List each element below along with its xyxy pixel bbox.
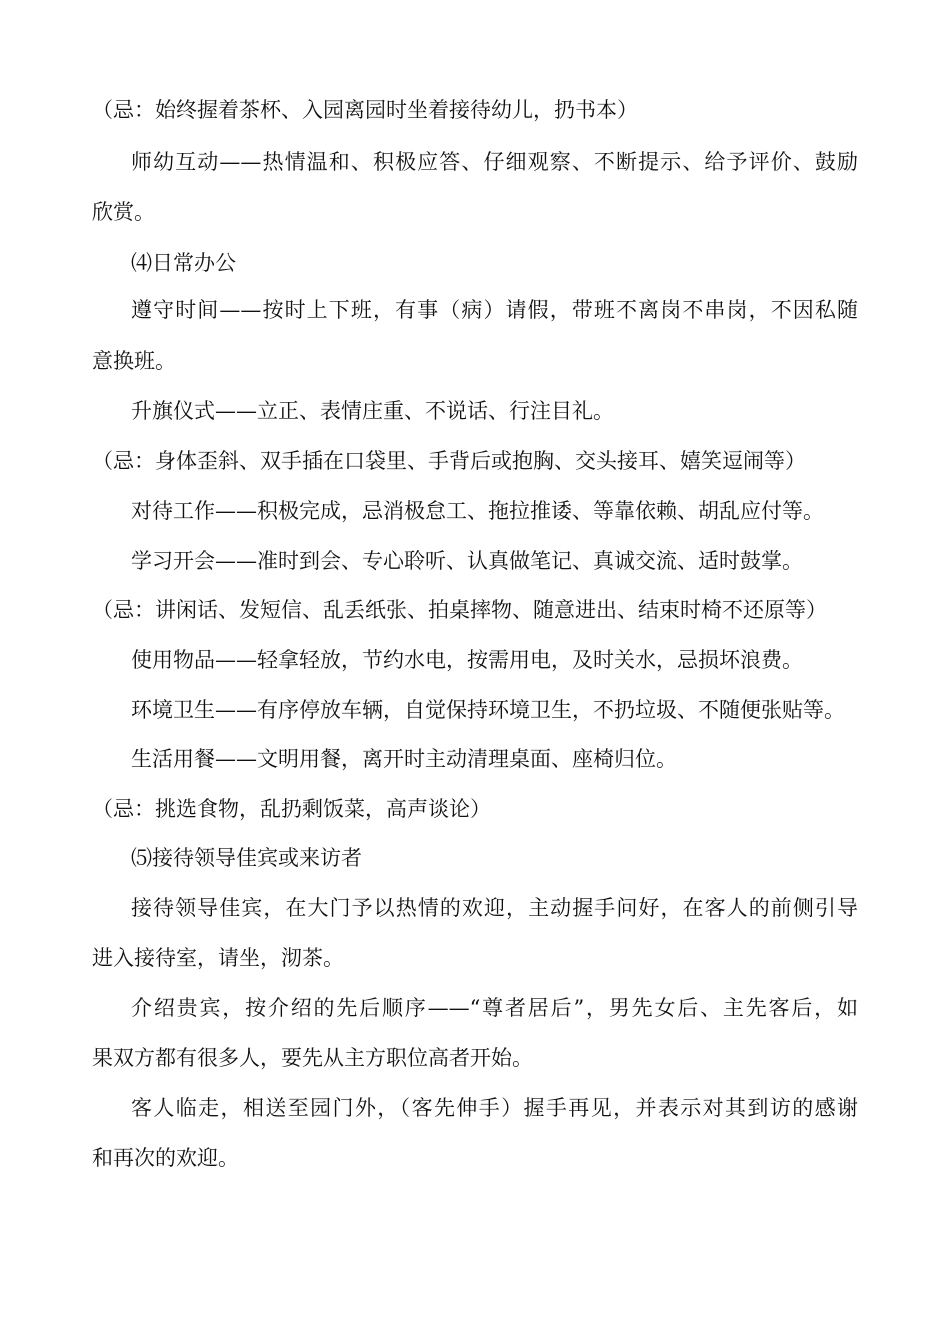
paragraph-punctuality-cont: 意换班。 [92,349,176,373]
paragraph-introducing-guests: 介绍贵宾，按介绍的先后顺序——“尊者居后”，男先女后、主先客后，如 [131,996,858,1020]
paragraph-meetings: 学习开会——准时到会、专心聆听、认真做笔记、真诚交流、适时鼓掌。 [131,549,803,573]
paragraph-seeing-off-cont: 和再次的欢迎。 [92,1146,239,1170]
paragraph-receiving-leaders-cont: 进入接待室，请坐，沏茶。 [92,946,344,970]
paragraph-punctuality: 遵守时间——按时上下班，有事（病）请假，带班不离岗不串岗，不因私随 [131,298,858,322]
section-heading-daily-office: ⑷日常办公 [131,251,236,275]
paragraph-work-attitude: 对待工作——积极完成，忌消极怠工、拖拉推诿、等靠依赖、胡乱应付等。 [131,499,824,523]
note-flag-ceremony: （忌：身体歪斜、双手插在口袋里、手背后或抱胸、交头接耳、嬉笑逗闹等） [92,449,806,473]
paragraph-environment: 环境卫生——有序停放车辆，自觉保持环境卫生，不扔垃圾、不随便张贴等。 [131,698,845,722]
section-heading-receiving-guests: ⑸接待领导佳宾或来访者 [131,846,362,870]
note-dining: （忌：挑选食物，乱扔剩饭菜，高声谈论） [92,797,491,821]
paragraph-dining: 生活用餐——文明用餐，离开时主动清理桌面、座椅归位。 [131,747,677,771]
paragraph-receiving-leaders: 接待领导佳宾，在大门予以热情的欢迎，主动握手问好，在客人的前侧引导 [131,896,858,920]
note-tea-cup: （忌：始终握着茶杯、入园离园时坐着接待幼儿，扔书本） [92,98,638,122]
paragraph-using-items: 使用物品——轻拿轻放，节约水电，按需用电，及时关水，忌损坏浪费。 [131,648,803,672]
paragraph-flag-ceremony: 升旗仪式——立正、表情庄重、不说话、行注目礼。 [131,399,614,423]
paragraph-introducing-guests-cont: 果双方都有很多人，要先从主方职位高者开始。 [92,1046,533,1070]
paragraph-teacher-child-interaction-cont: 欣赏。 [92,200,155,224]
note-meetings: （忌：讲闲话、发短信、乱丢纸张、拍桌摔物、随意进出、结束时椅不还原等） [92,598,827,622]
paragraph-seeing-off: 客人临走，相送至园门外，（客先伸手）握手再见，并表示对其到访的感谢 [131,1096,858,1120]
paragraph-teacher-child-interaction: 师幼互动——热情温和、积极应答、仔细观察、不断提示、给予评价、鼓励 [131,150,858,174]
